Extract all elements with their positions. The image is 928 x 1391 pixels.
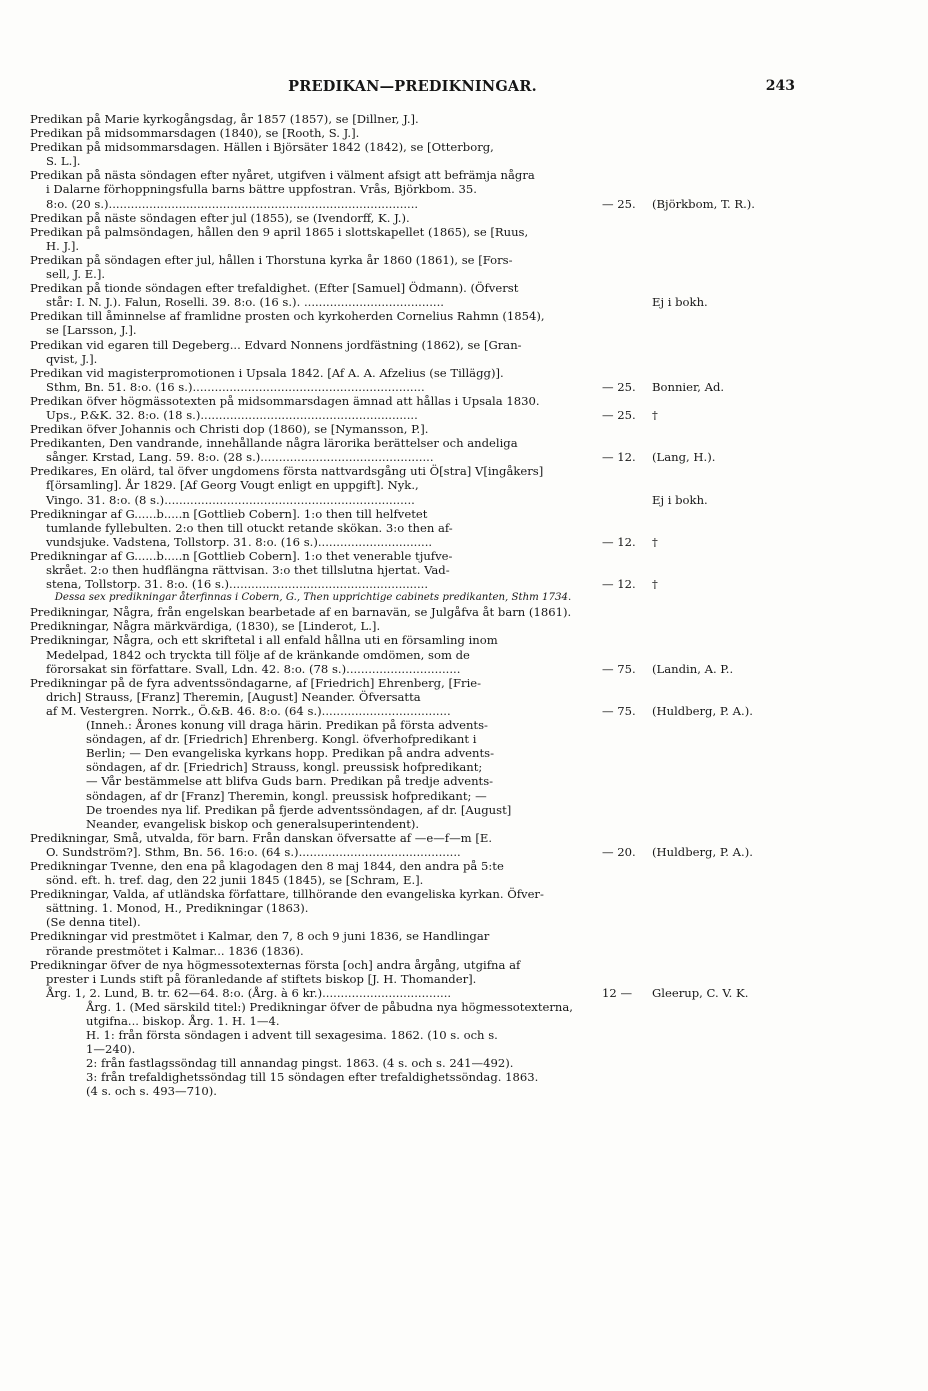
entry-line: rörande prestmötet i Kalmar... 1836 (1836). [46, 943, 304, 958]
catalog-entry [30, 929, 795, 957]
entry-line: H. 1: från första söndagen i advent till sexagesima. 1862. (10 s. och s. [86, 1028, 498, 1043]
entry-line: Predikningar, Några, från engelskan bearbetade af en barnavän, se Julgåfva åt barn (1861). [30, 605, 572, 620]
catalog-entry [30, 718, 795, 831]
entry-line: 3: från trefaldighetssöndag till 15 söndagen efter trefaldighetssöndag. 1863. [86, 1070, 539, 1085]
entry-line: 2: från fastlagssöndag till annandag pingst. 1863. (4 s. och s. 241—492). [86, 1056, 514, 1071]
entry-text [30, 140, 596, 168]
entry-line: Medelpad, 1842 och tryckta till följe af de kränkande omdömen, som de [46, 647, 470, 662]
catalog-entry [30, 225, 795, 253]
entry-line: Predikan på tionde söndagen efter trefaldighet. (Efter [Samuel] Ödmann). (Öfverst [30, 281, 519, 296]
entry-line: Predikan på midsommarsdagen (1840), se [Rooth, S. J.]. [30, 126, 360, 141]
entry-text [30, 831, 596, 859]
entry-line: (Se denna titel). [46, 915, 141, 930]
entry-line: söndagen, af dr. [Friedrich] Ehrenberg. Kongl. öfverhofpredikant i [86, 732, 477, 747]
entry-line: Predikningar Tvenne, den ena på klagodagen den 8 maj 1844, den andra på 5:te [30, 858, 504, 873]
entry-line: Predikan öfver högmässotexten på midsommarsdagen ämnad att hållas i Upsala 1830. [30, 393, 540, 408]
entry-text [30, 1000, 596, 1099]
entry-line: sell, J. E.]. [46, 267, 106, 282]
entry-text [30, 126, 596, 140]
entry-text [30, 112, 596, 126]
entry-line: af M. Vestergren. Norrk., Ö.&B. 46. 8:o. (64 s.)................................... [46, 703, 451, 718]
entry-price: — 75. [602, 703, 636, 718]
catalog-entry [30, 140, 795, 168]
entry-line: Predikningar af G......b.....n [Gottlieb Cobern]. 1:o thet venerable tjufve- [30, 548, 453, 563]
entry-publisher: (Lang, H.). [652, 450, 716, 465]
entry-line: Predikan vid magisterpromotionen i Upsala 1842. [Af A. A. Afzelius (se Tillägg)]. [30, 365, 504, 380]
entry-line: drich] Strauss, [Franz] Theremin, [August] Neander. Öfversatta [46, 689, 421, 704]
entry-line: 1—240). [86, 1042, 136, 1057]
entry-price: — 12. [602, 577, 636, 592]
entry-text [30, 633, 596, 675]
entry-line: Predikan vid egaren till Degeberg... Edvard Nonnens jordfästning (1862), se [Gran- [30, 337, 522, 352]
entry-line: qvist, J.]. [46, 351, 98, 366]
entry-line: Predikan på Marie kyrkogångsdag, år 1857 (1857), se [Dillner, J.]. [30, 112, 419, 126]
entry-line: sättning. 1. Monod, H., Predikningar (1863). [46, 901, 309, 916]
entry-line: tumlande fyllebulten. 2:o then till otuckt retande skökan. 3:o then af- [46, 520, 453, 535]
entry-publisher: (Björkbom, T. R.). [652, 196, 755, 211]
catalog-entry [30, 464, 795, 506]
entry-line: Ups., P.&K. 32. 8:o. (18 s.)........................................................... [46, 407, 418, 422]
entry-line: Predikningar, Några, och ett skriftetal i all enfald hållna uti en församling inom [30, 633, 498, 648]
page-number: 243 [765, 78, 795, 94]
entry-price: — 12. [602, 534, 636, 549]
catalog-entry [30, 619, 795, 633]
entry-list [30, 112, 795, 1099]
entry-publisher: Bonnier, Ad. [652, 379, 725, 394]
catalog-entry [30, 605, 795, 619]
entry-line: stena, Tollstorp. 31. 8:o. (16 s.)...................................................... [46, 577, 429, 592]
entry-text [30, 225, 596, 253]
entry-text [30, 507, 596, 549]
entry-line: O. Sundström?]. Sthm, Bn. 56. 16:o. (64 s.)............................................ [46, 844, 461, 859]
catalog-entry [30, 112, 795, 126]
entry-line: sånger. Krstad, Lang. 59. 8:o. (28 s.)............................................... [46, 450, 434, 465]
entry-line: Predikningar af G......b.....n [Gottlieb Cobern]. 1:o then till helfvetet [30, 506, 428, 521]
entry-text [30, 366, 596, 394]
entry-line: f[örsamling]. År 1829. [Af Georg Vougt enligt en uppgift]. Nyk., [46, 478, 419, 493]
entry-line: Predikan till åminnelse af framlidne prosten och kyrkoherden Cornelius Rahmn (1854), [30, 309, 545, 324]
entry-line: förorsakat sin författare. Svall, Ldn. 42. 8:o. (78 s.)............................... [46, 661, 461, 676]
catalog-entry [30, 887, 795, 929]
entry-line: (4 s. och s. 493—710). [86, 1084, 217, 1099]
entry-line: se [Larsson, J.]. [46, 323, 137, 338]
entry-publisher: Ej i bokh. [652, 492, 708, 507]
entry-text [30, 211, 596, 225]
entry-price: 12 — [602, 985, 633, 1000]
catalog-entry [30, 281, 795, 309]
entry-line: H. J.]. [46, 238, 80, 253]
catalog-entry [30, 168, 795, 210]
catalog-entry [30, 958, 795, 1000]
entry-line: sönd. eft. h. tref. dag, den 22 junii 1845 (1845), se [Schram, E.]. [46, 873, 424, 888]
entry-line: Predikan på söndagen efter jul, hållen i Thorstuna kyrka år 1860 (1861), se [Fors- [30, 252, 513, 267]
entry-line: prester i Lunds stift på föranledande af stiftets biskop [J. H. Thomander]. [46, 971, 477, 986]
catalog-entry [30, 253, 795, 281]
entry-line: Årg. 1. (Med särskild titel:) Predikningar öfver de påbudna nya högmessotexterna, [86, 999, 573, 1014]
entry-line: Predikningar öfver de nya högmessotexternas första [och] andra årgång, utgifna af [30, 957, 521, 972]
entry-line: söndagen, af dr [Franz] Theremin, kongl. preussisk hofpredikant; — [86, 788, 487, 803]
entry-note-text: Dessa sex predikningar återfinnas i Cobern, G., Then upprichtige cabinets predikanten, Sthm 1734. [54, 592, 572, 604]
entry-text [30, 253, 596, 281]
entry-price: — 20. [602, 844, 636, 859]
catalog-entry [30, 436, 795, 464]
entry-publisher: † [652, 407, 658, 422]
entry-price: — 12. [602, 450, 636, 465]
catalog-entry [30, 1000, 795, 1099]
entry-line: Predikningar vid prestmötet i Kalmar, den 7, 8 och 9 juni 1836, se Handlingar [30, 929, 490, 944]
entry-text [30, 605, 596, 619]
catalog-entry [30, 309, 795, 337]
entry-line: Predikan öfver Johannis och Christi dop (1860), se [Nymansson, P.]. [30, 422, 429, 437]
entry-text [30, 422, 596, 436]
entry-line: Predikningar, Några märkvärdiga, (1830), se [Linderot, L.]. [30, 619, 381, 634]
entry-price: — 25. [602, 379, 636, 394]
catalog-entry [30, 676, 795, 718]
entry-text [30, 549, 596, 591]
entry-line: Predikan på palmsöndagen, hållen den 9 april 1865 i slottskapellet (1865), se [Ruus, [30, 224, 529, 239]
entry-text [30, 309, 596, 337]
entry-publisher: (Huldberg, P. A.). [652, 703, 753, 718]
entry-text [30, 436, 596, 464]
entry-line: Predikan på nästa söndagen efter nyåret, utgifven i välment afsigt att befrämja några [30, 168, 535, 183]
entry-note [30, 591, 795, 605]
entry-line: Berlin; — Den evangeliska kyrkans hopp. Predikan på andra advents- [86, 746, 494, 761]
entry-line: Predikningar på de fyra adventssöndagarne, af [Friedrich] Ehrenberg, [Frie- [30, 675, 482, 690]
entry-publisher: Gleerup, C. V. K. [652, 985, 749, 1000]
catalog-entry [30, 422, 795, 436]
entry-price: — 25. [602, 196, 636, 211]
catalog-entry [30, 831, 795, 859]
entry-text [30, 887, 596, 929]
running-title: PREDIKAN—PREDIKNINGAR. [288, 78, 537, 95]
entry-price: — 25. [602, 407, 636, 422]
catalog-entry [30, 211, 795, 225]
entry-line: 8:o. (20 s.).................................................................................... [46, 196, 419, 211]
entry-line: Predikares, En olärd, tal öfver ungdomens första nattvardsgång uti Ö[stra] V[ingåkers] [30, 464, 544, 479]
entry-line: — Vår bestämmelse att blifva Guds barn. Predikan på tredje advents- [86, 774, 494, 789]
entry-line: utgifna... biskop. Årg. 1. H. 1—4. [86, 1014, 280, 1028]
entry-line: Neander, evangelisk biskop och generalsuperintendent). [86, 816, 420, 831]
entry-publisher: (Huldberg, P. A.). [652, 844, 753, 859]
entry-text [30, 958, 596, 1000]
entry-line: (Inneh.: Årones konung vill draga härin. Predikan på första advents- [86, 718, 488, 733]
entry-text [30, 168, 596, 210]
page-header [30, 78, 795, 98]
entry-text [30, 591, 596, 605]
entry-line: vundsjuke. Vadstena, Tollstorp. 31. 8:o. (16 s.)............................... [46, 534, 433, 549]
entry-line: söndagen, af dr. [Friedrich] Strauss, kongl. preussisk hofpredikant; [86, 760, 483, 775]
entry-line: S. L.]. [46, 154, 81, 169]
entry-text [30, 394, 596, 422]
entry-line: i Dalarne förhoppningsfulla barns bättre uppfostran. Vrås, Björkbom. 35. [46, 182, 477, 197]
entry-line: Predikan på midsommarsdagen. Hällen i Björsäter 1842 (1842), se [Otterborg, [30, 140, 494, 155]
catalog-entry [30, 549, 795, 591]
entry-line: Årg. 1, 2. Lund, B. tr. 62—64. 8:o. (Årg. à 6 kr.)................................... [46, 985, 452, 1000]
entry-line: Predikningar, Små, utvalda, för barn. Från danskan öfversatte af —e—f—m [E. [30, 830, 493, 845]
entry-publisher: † [652, 577, 658, 592]
entry-text [30, 676, 596, 718]
entry-text [30, 619, 596, 633]
entry-text [30, 281, 596, 309]
entry-line: Vingo. 31. 8:o. (8 s.).................................................................... [46, 492, 415, 507]
catalog-entry [30, 394, 795, 422]
entry-text [30, 718, 596, 831]
entry-line: Predikningar, Valda, af utländska författare, tillhörande den evangeliska kyrkan. Öfver- [30, 887, 544, 902]
entry-text [30, 464, 596, 506]
catalog-entry [30, 633, 795, 675]
catalog-entry [30, 338, 795, 366]
entry-text [30, 338, 596, 366]
entry-publisher: Ej i bokh. [652, 295, 708, 310]
entry-line: Sthm, Bn. 51. 8:o. (16 s.)............................................................... [46, 379, 425, 394]
entry-line: Predikan på näste söndagen efter jul (1855), se (Ivendorff, K. J.). [30, 210, 410, 225]
catalog-entry [30, 507, 795, 549]
entry-publisher: (Landin, A. P.. [652, 661, 734, 676]
entry-line: står: I. N. J.). Falun, Roselli. 39. 8:o. (16 s.). ...................................... [46, 295, 444, 310]
catalog-entry [30, 126, 795, 140]
entry-text [30, 929, 596, 957]
entry-text [30, 859, 596, 887]
entry-price: — 75. [602, 661, 636, 676]
entry-line: skrået. 2:o then hudflängna rättvisan. 3:o thet tillslutna hjertat. Vad- [46, 563, 450, 577]
entry-line: Predikanten, Den vandrande, innehållande några lärorika berättelser och andeliga [30, 436, 518, 451]
catalog-entry [30, 366, 795, 394]
entry-line: De troendes nya lif. Predikan på fjerde adventssöndagen, af dr. [August] [86, 802, 512, 817]
catalog-entry [30, 859, 795, 887]
entry-publisher: † [652, 534, 658, 549]
